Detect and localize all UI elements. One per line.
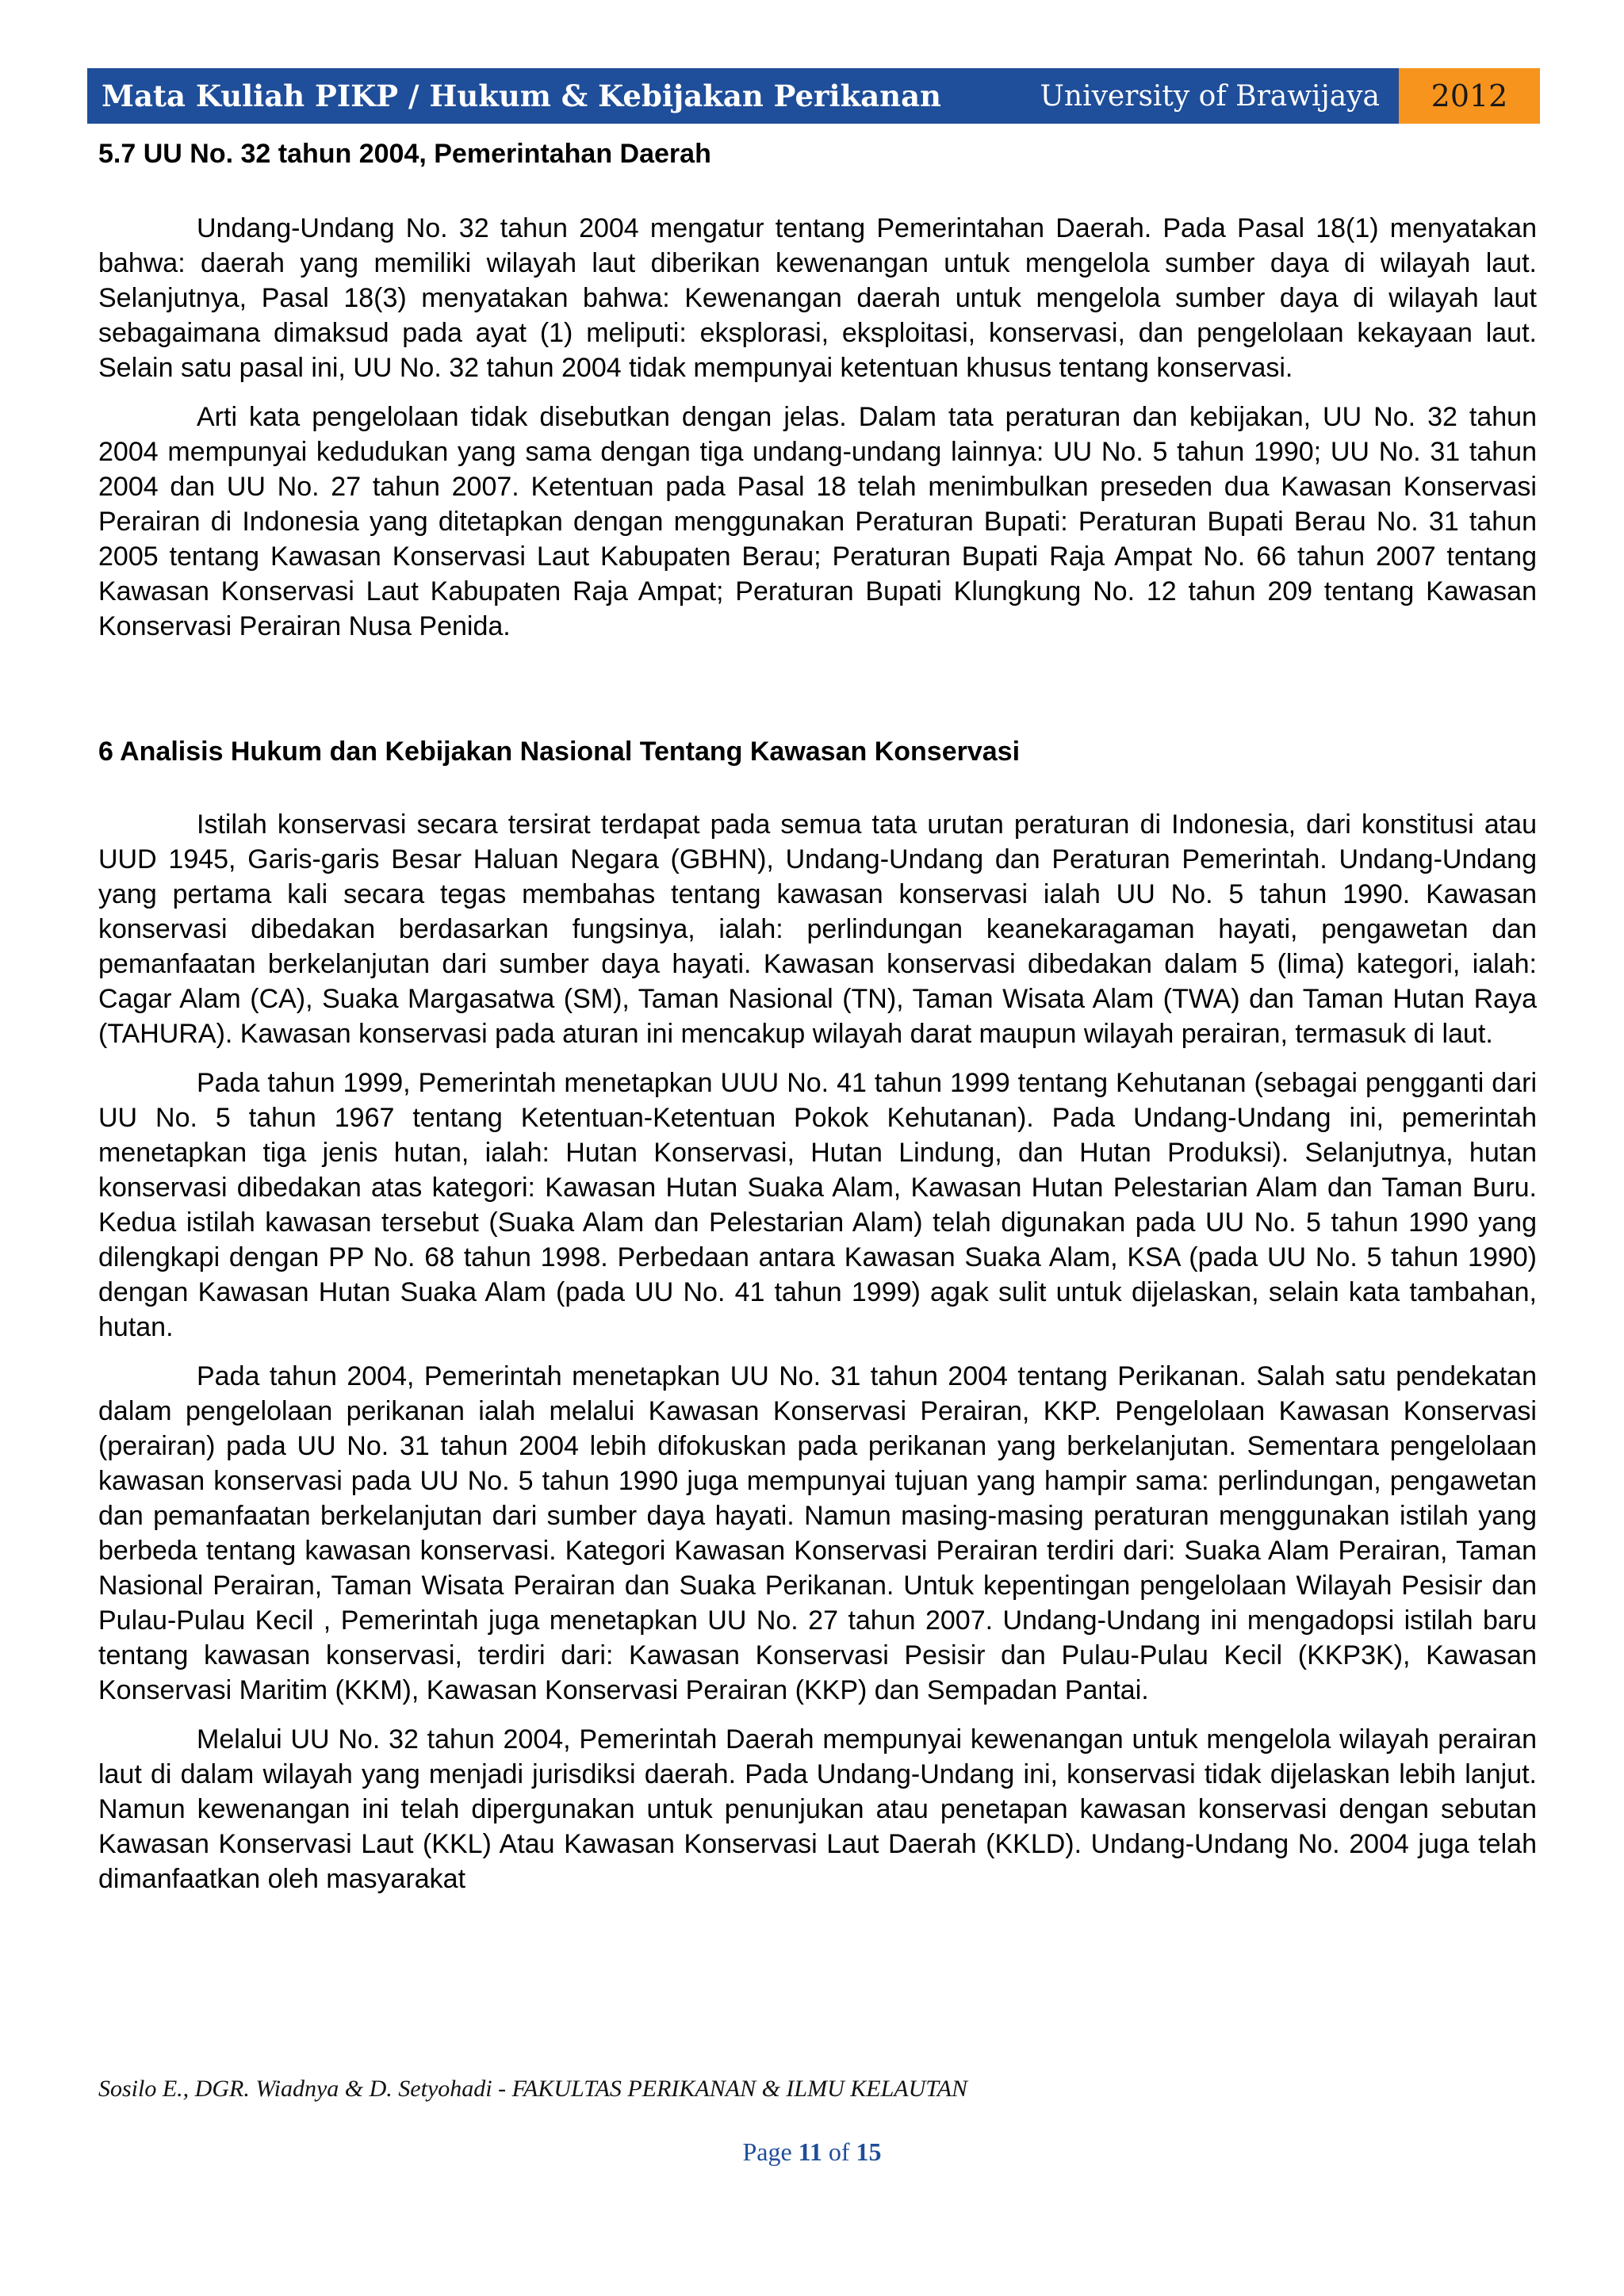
header-university: University of Brawijaya xyxy=(1039,68,1399,124)
footer-authors: Sosilo E., DGR. Wiadnya & D. Setyohadi - FAKULTAS PERIKANAN & ILMU KELAUTAN xyxy=(98,2076,968,2102)
document-body xyxy=(98,135,1537,1911)
page-of: of xyxy=(828,2137,850,2166)
page-word: Page xyxy=(742,2137,792,2166)
page-number xyxy=(0,2137,1624,2167)
paragraph: Arti kata pengelolaan tidak disebutkan dengan jelas. Dalam tata peraturan dan kebijakan, UU No. 32 tahun 2004 mempunyai kedudukan yang sama dengan tiga undang-undang lainnya: UU No. 5 tahun 1990; UU No. 31 tahun 2004 dan UU No. 27 tahun 2007. Ketentuan pada Pasal 18 telah menimbulkan preseden dua Kawasan Konservasi Perairan di Indonesia yang ditetapkan dengan menggunakan Peraturan Bupati: Peraturan Bupati Berau No. 31 tahun 2005 tentang Kawasan Konservasi Laut Kabupaten Berau; Peraturan Bupati Raja Ampat No. 66 tahun 2007 tentang Kawasan Konservasi Laut Kabupaten Raja Ampat; Peraturan Bupati Klungkung No. 12 tahun 209 tentang Kawasan Konservasi Perairan Nusa Penida. xyxy=(98,402,1537,641)
page-total: 15 xyxy=(856,2137,882,2166)
paragraph: Pada tahun 1999, Pemerintah menetapkan UUU No. 41 tahun 1999 tentang Kehutanan (sebagai pengganti dari UU No. 5 tahun 1967 tentang Ketentuan-Ketentuan Pokok Kehutanan). Pada Undang-Undang ini, pemerintah menetapkan tiga jenis hutan, ialah: Hutan Konservasi, Hutan Lindung, dan Hutan Produksi). Selanjutnya, hutan konservasi dibedakan atas kategori: Kawasan Hutan Suaka Alam, Kawasan Hutan Pelestarian Alam dan Taman Buru. Kedua istilah kawasan tersebut (Suaka Alam dan Pelestarian Alam) telah digunakan pada UU No. 5 tahun 1990 yang dilengkapi dengan PP No. 68 tahun 1998. Perbedaan antara Kawasan Suaka Alam, KSA (pada UU No. 5 tahun 1990) dengan Kawasan Hutan Suaka Alam (pada UU No. 41 tahun 1999) agak sulit untuk dijelaskan, selain kata tambahan, hutan. xyxy=(98,1068,1537,1342)
paragraph: Istilah konservasi secara tersirat terdapat pada semua tata urutan peraturan di Indonesia, dari konstitusi atau UUD 1945, Garis-garis Besar Haluan Negara (GBHN), Undang-Undang dan Peraturan Pemerintah. Undang-Undang yang pertama kali secara tegas membahas tentang kawasan konservasi ialah UU No. 5 tahun 1990. Kawasan konservasi dibedakan berdasarkan fungsinya, ialah: perlindungan keanekaragaman hayati, pengawetan dan pemanfaatan berkelanjutan dari sumber daya hayati. Kawasan konservasi dibedakan dalam 5 (lima) kategori, ialah: Cagar Alam (CA), Suaka Margasatwa (SM), Taman Nasional (TN), Taman Wisata Alam (TWA) dan Taman Hutan Raya (TAHURA). Kawasan konservasi pada aturan ini mencakup wilayah darat maupun wilayah perairan, termasuk di laut. xyxy=(98,809,1537,1049)
page-header xyxy=(87,68,1540,124)
header-course-title: Mata Kuliah PIKP / Hukum & Kebijakan Perikanan xyxy=(87,68,1039,124)
paragraph: Pada tahun 2004, Pemerintah menetapkan UU No. 31 tahun 2004 tentang Perikanan. Salah satu pendekatan dalam pengelolaan perikanan ialah melalui Kawasan Konservasi Perairan, KKP. Pengelolaan Kawasan Konservasi (perairan) pada UU No. 31 tahun 2004 lebih difokuskan pada perikanan yang berkelanjutan. Sementara pengelolaan kawasan konservasi pada UU No. 5 tahun 1990 juga mempunyai tujuan yang hampir sama: perlindungan, pengawetan dan pemanfaatan berkelanjutan dari sumber daya hayati. Namun masing-masing peraturan menggunakan istilah yang berbeda tentang kawasan konservasi. Kategori Kawasan Konservasi Perairan terdiri dari: Suaka Alam Perairan, Taman Nasional Perairan, Taman Wisata Perairan dan Suaka Perikanan. Untuk kepentingan pengelolaan Wilayah Pesisir dan Pulau-Pulau Kecil , Pemerintah juga menetapkan UU No. 27 tahun 2007. Undang-Undang ini mengadopsi istilah baru tentang kawasan konservasi, terdiri dari: Kawasan Konservasi Pesisir dan Pulau-Pulau Kecil (KKP3K), Kawasan Konservasi Maritim (KKM), Kawasan Konservasi Perairan (KKP) dan Sempadan Pantai. xyxy=(98,1361,1537,1705)
section-heading-5-7: 5.7 UU No. 32 tahun 2004, Pemerintahan Daerah xyxy=(98,139,711,169)
paragraph: Melalui UU No. 32 tahun 2004, Pemerintah Daerah mempunyai kewenangan untuk mengelola wilayah perairan laut di dalam wilayah yang menjadi jurisdiksi daerah. Pada Undang-Undang ini, konservasi tidak dijelaskan lebih lanjut. Namun kewenangan ini telah dipergunakan untuk penunjukan atau penetapan kawasan konservasi dengan sebutan Kawasan Konservasi Laut (KKL) Atau Kawasan Konservasi Laut Daerah (KKLD). Undang-Undang No. 2004 juga telah dimanfaatkan oleh masyarakat xyxy=(98,1724,1537,1894)
page-current: 11 xyxy=(798,2137,822,2166)
paragraph: Undang-Undang No. 32 tahun 2004 mengatur tentang Pemerintahan Daerah. Pada Pasal 18(1) menyatakan bahwa: daerah yang memiliki wilayah laut diberikan kewenangan untuk mengelola sumber daya di wilayah laut. Selanjutnya, Pasal 18(3) menyatakan bahwa: Kewenangan daerah untuk mengelola sumber daya di wilayah laut sebagaimana dimaksud pada ayat (1) meliputi: eksplorasi, eksploitasi, konservasi, dan pengelolaan kekayaan laut. Selain satu pasal ini, UU No. 32 tahun 2004 tidak mempunyai ketentuan khusus tentang konservasi. xyxy=(98,213,1537,383)
header-year: 2012 xyxy=(1399,68,1540,124)
section-heading-6: 6 Analisis Hukum dan Kebijakan Nasional Tentang Kawasan Konservasi xyxy=(98,737,1021,767)
